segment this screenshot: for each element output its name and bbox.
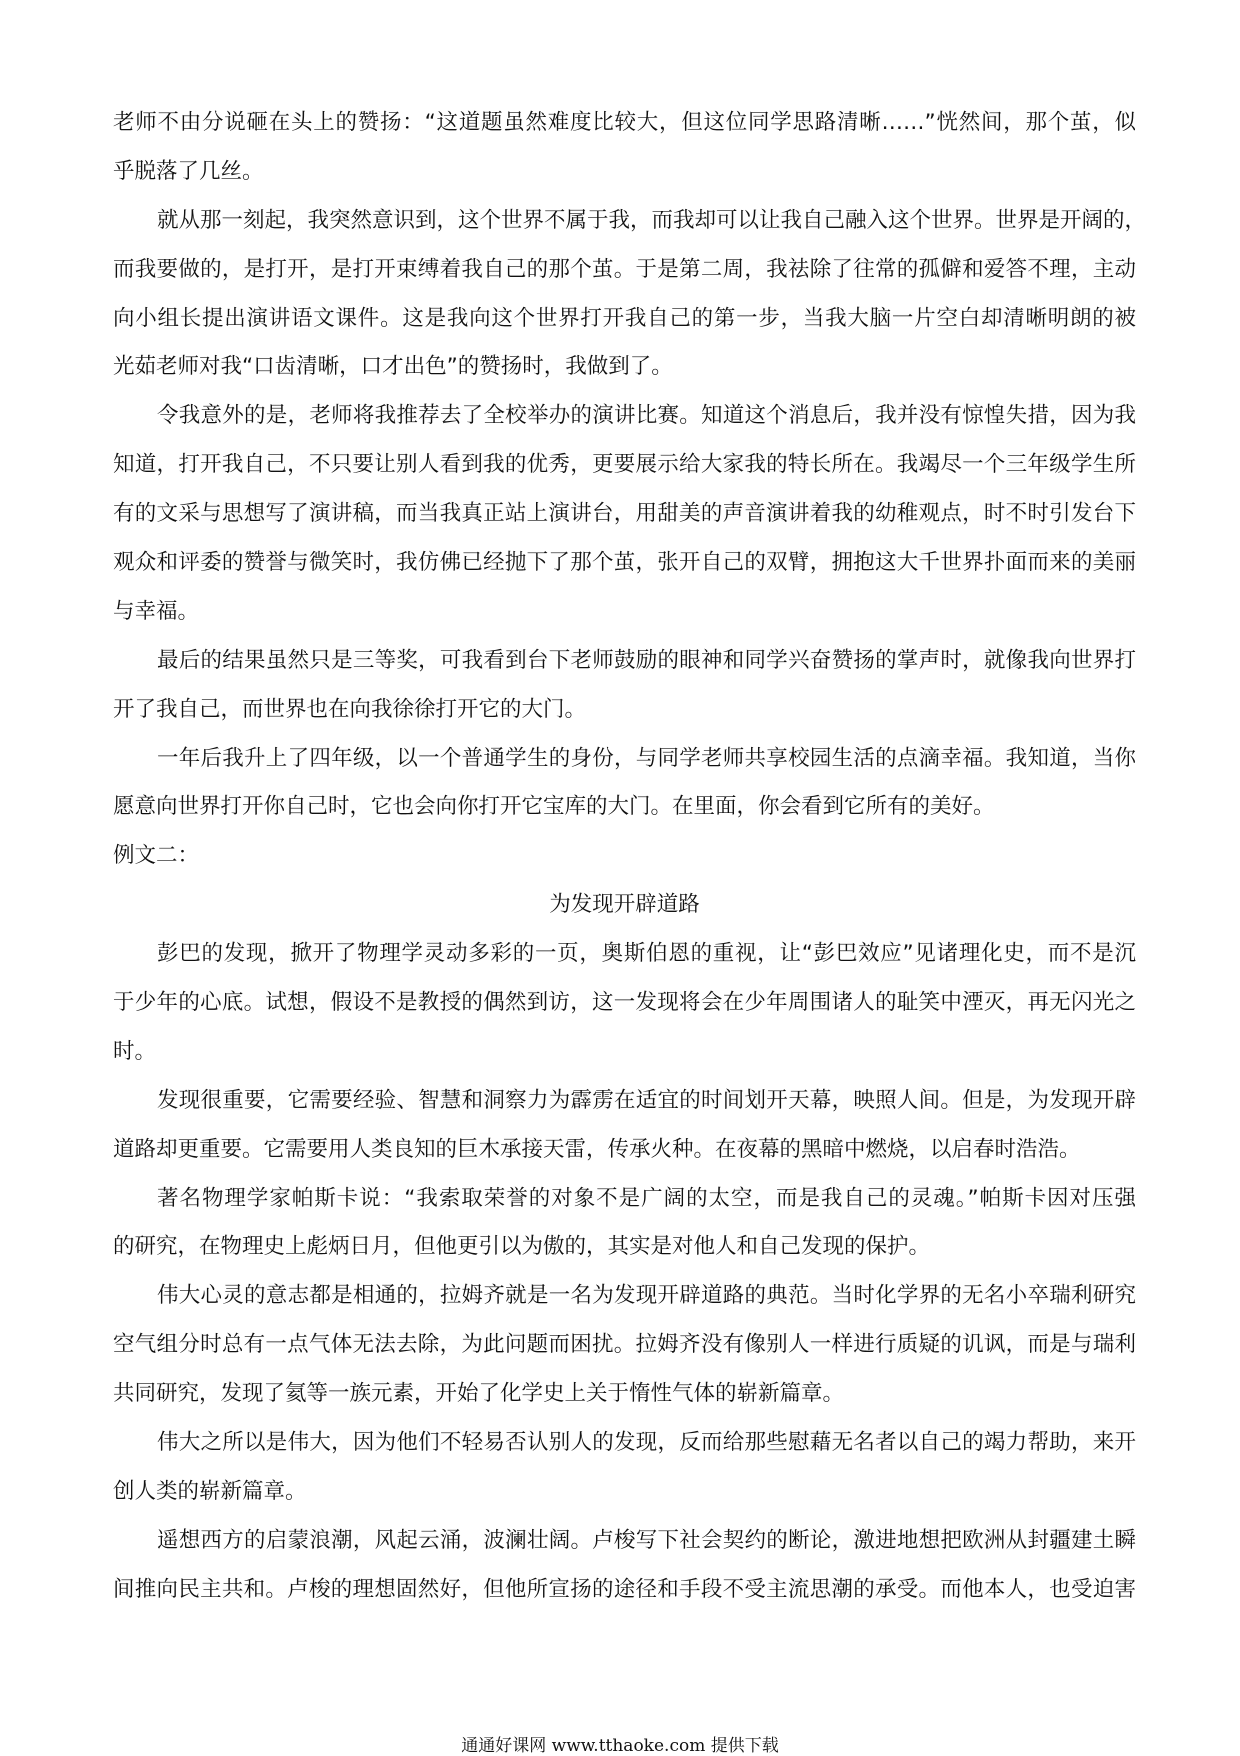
page-footer: 通通好课网 www.tthaoke.com 提供下载 — [461, 1736, 779, 1756]
paragraph — [113, 1272, 1136, 1419]
text-line: 空气组分时总有一点气体无法去除，为此问题而困扰。拉姆齐没有像别人一样进行质疑的讥讽，而是与瑞利 — [113, 1332, 1136, 1358]
text-line: 一年后我升上了四年级，以一个普通学生的身份，与同学老师共享校园生活的点滴幸福。我知道，当你 — [157, 745, 1136, 771]
text-line: 光茹老师对我“口齿清晰，口才出色”的赞扬时，我做到了。 — [113, 354, 673, 380]
text-line: 彭巴的发现，掀开了物理学灵动多彩的一页，奥斯伯恩的重视，让“彭巴效应”见诸理化史，而不是沉 — [157, 941, 1136, 967]
paragraph — [113, 637, 1136, 735]
paragraph — [113, 1077, 1136, 1175]
text-line: 就从那一刻起，我突然意识到，这个世界不属于我，而我却可以让我自己融入这个世界。世界是开阔的， — [157, 207, 1147, 233]
paragraph — [113, 392, 1136, 636]
text-line: 开了我自己，而世界也在向我徐徐打开它的大门。 — [113, 696, 587, 722]
text-line: 例文二： — [113, 843, 200, 869]
paragraph — [113, 1175, 1136, 1273]
text-line: 老师不由分说砸在头上的赞扬：“这道题虽然难度比较大，但这位同学思路清晰……”恍然间，那个茧，似 — [113, 110, 1136, 135]
paragraph — [113, 99, 1136, 197]
text-line: 共同研究，发现了氦等一族元素，开始了化学史上关于惰性气体的崭新篇章。 — [113, 1381, 845, 1407]
text-line: 知道，打开我自己，不只要让别人看到我的优秀，更要展示给大家我的特长所在。我竭尽一个三年级学生所 — [113, 452, 1136, 478]
text-line: 于少年的心底。试想，假设不是教授的偶然到访，这一发现将会在少年周围诸人的耻笑中湮灭，再无闪光之 — [113, 990, 1136, 1016]
text-line: 时。 — [113, 1038, 157, 1064]
text-line: 乎脱落了几丝。 — [113, 158, 264, 184]
text-line: 向小组长提出演讲语文课件。这是我向这个世界打开我自己的第一步，当我大脑一片空白却清晰明朗的被 — [113, 305, 1136, 331]
text-line: 间推向民主共和。卢梭的理想固然好，但他所宣扬的途径和手段不受主流思潮的承受。而他本人，也受迫害 — [113, 1576, 1136, 1602]
paragraph — [113, 1419, 1136, 1517]
text-line: 最后的结果虽然只是三等奖，可我看到台下老师鼓励的眼神和同学兴奋赞扬的掌声时，就像我向世界打 — [157, 647, 1136, 673]
text-line: 与幸福。 — [113, 598, 200, 624]
text-line: 伟大之所以是伟大，因为他们不轻易否认别人的发现，反而给那些慰藉无名者以自己的竭力帮助，来开 — [157, 1430, 1136, 1456]
paragraph — [113, 735, 1136, 833]
text-line: 有的文采与思想写了演讲稿，而当我真正站上演讲台，用甜美的声音演讲着我的幼稚观点，时不时引发台下 — [113, 501, 1136, 527]
text-line: 为发现开辟道路 — [549, 892, 700, 918]
essay-title — [113, 881, 1136, 930]
text-line: 而我要做的，是打开，是打开束缚着我自己的那个茧。于是第二周，我祛除了往常的孤僻和爱答不理，主动 — [113, 256, 1136, 282]
text-line: 观众和评委的赞誉与微笑时，我仿佛已经抛下了那个茧，张开自己的双臂，拥抱这大千世界扑面而来的美丽 — [113, 550, 1136, 576]
text-line: 令我意外的是，老师将我推荐去了全校举办的演讲比赛。知道这个消息后，我并没有惊惶失措，因为我 — [157, 403, 1136, 429]
text-line: 著名物理学家帕斯卡说：“我索取荣誉的对象不是广阔的太空，而是我自己的灵魂。”帕斯卡因对压强 — [157, 1185, 1136, 1211]
paragraph — [113, 930, 1136, 1077]
text-line: 道路却更重要。它需要用人类良知的巨木承接天雷，传承火种。在夜幕的黑暗中燃烧，以启春时浩浩。 — [113, 1136, 1081, 1162]
paragraph — [113, 197, 1147, 393]
text-line: 创人类的崭新篇章。 — [113, 1478, 307, 1504]
text-line: 伟大心灵的意志都是相通的，拉姆齐就是一名为发现开辟道路的典范。当时化学界的无名小卒瑞利研究 — [157, 1283, 1136, 1309]
text-line: 遥想西方的启蒙浪潮，风起云涌，波澜壮阔。卢梭写下社会契约的断论，激进地想把欧洲从封疆建土瞬 — [157, 1527, 1136, 1553]
document-body — [113, 99, 1147, 1615]
text-line: 的研究，在物理史上彪炳日月，但他更引以为傲的，其实是对他人和自己发现的保护。 — [113, 1234, 931, 1260]
paragraph — [113, 832, 1136, 881]
text-line: 发现很重要，它需要经验、智慧和洞察力为霹雳在适宜的时间划开天幕，映照人间。但是，为发现开辟 — [157, 1087, 1136, 1113]
paragraph — [113, 1517, 1136, 1615]
text-line: 愿意向世界打开你自己时，它也会向你打开它宝库的大门。在里面，你会看到它所有的美好。 — [113, 794, 995, 820]
